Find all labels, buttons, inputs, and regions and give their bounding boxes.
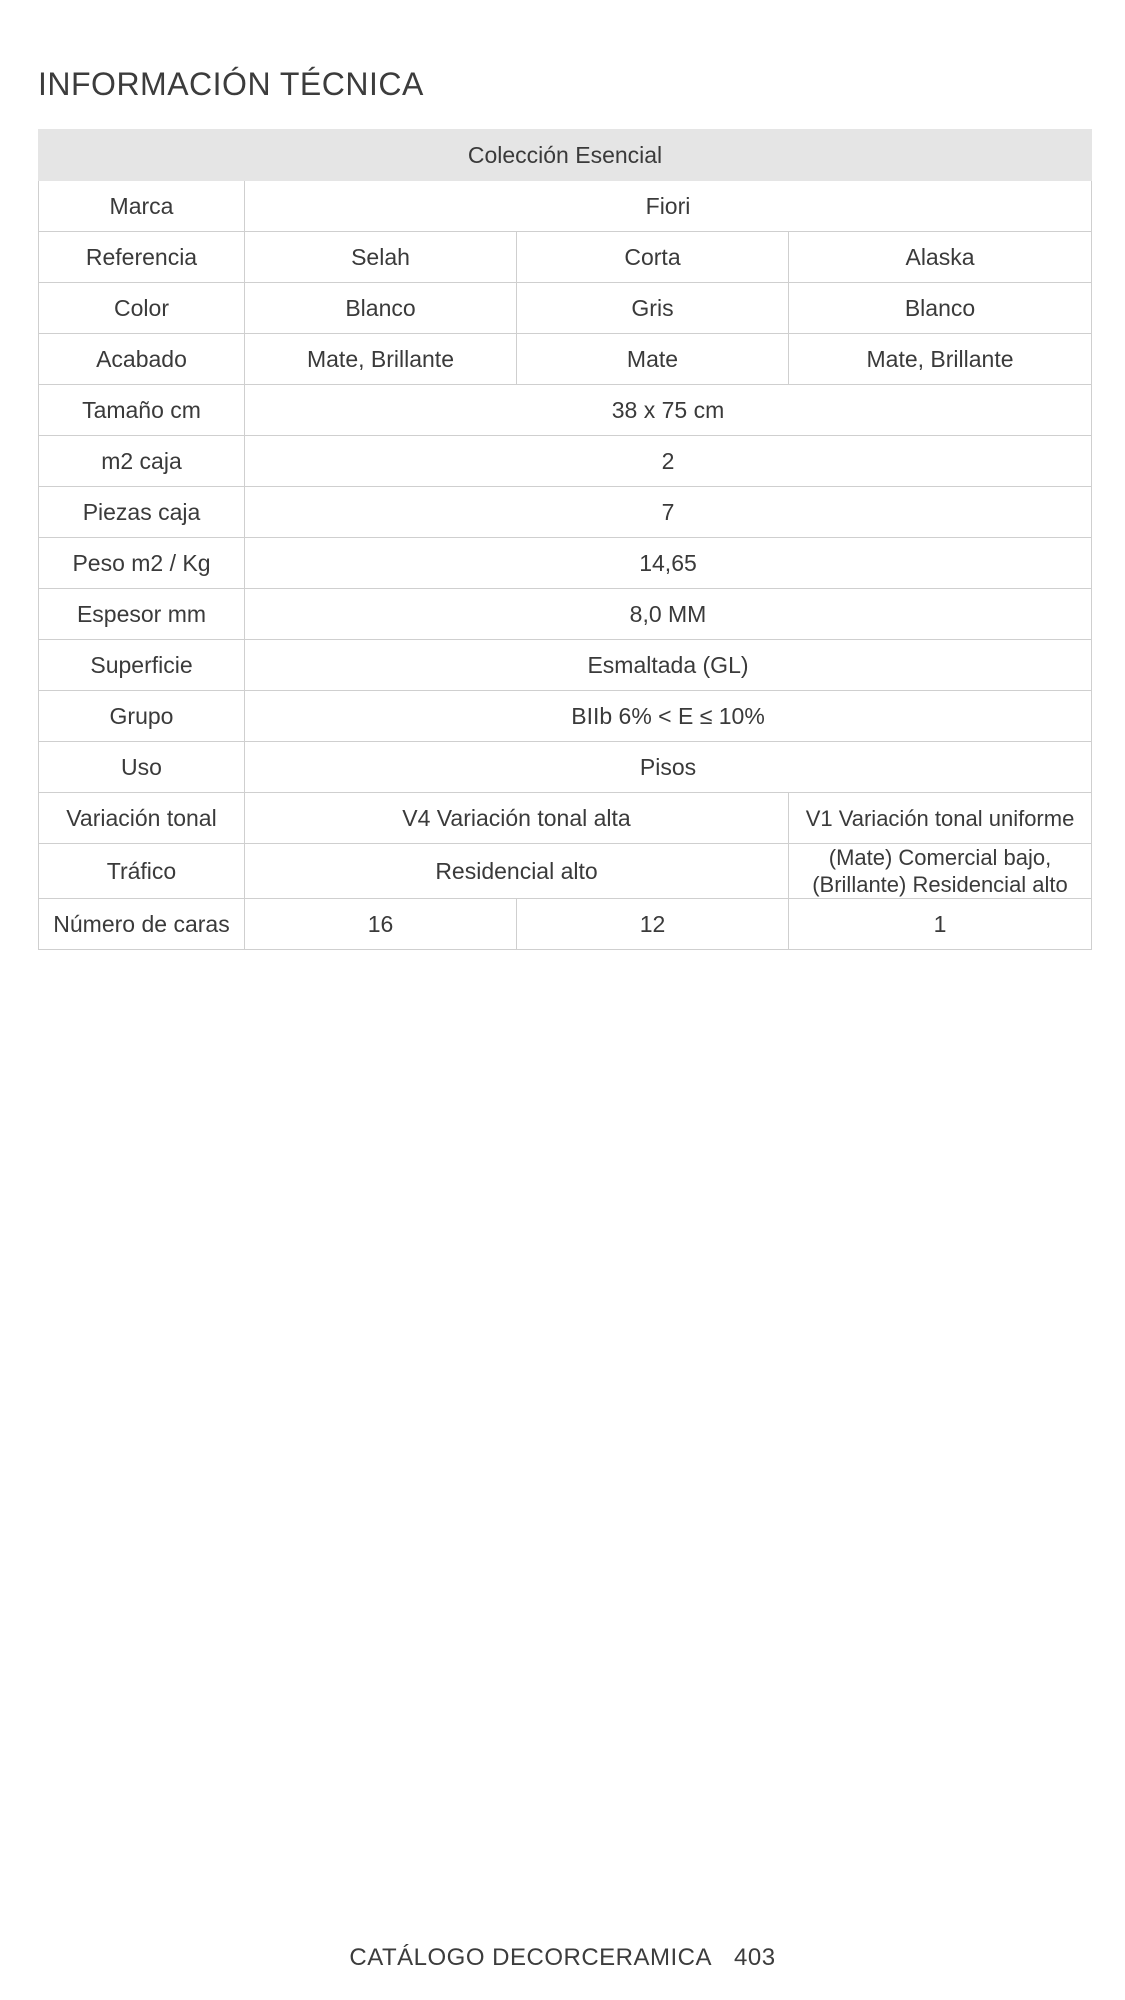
value-uso: Pisos bbox=[245, 742, 1092, 793]
value-acabado-3: Mate, Brillante bbox=[789, 334, 1092, 385]
table-row bbox=[39, 334, 1092, 385]
table-row bbox=[39, 899, 1092, 950]
table-row bbox=[39, 436, 1092, 487]
value-trafico-1: Residencial alto bbox=[245, 844, 789, 899]
value-acabado-1: Mate, Brillante bbox=[245, 334, 517, 385]
value-variacion-tonal-2: V1 Variación tonal uniforme bbox=[789, 793, 1092, 844]
value-m2-caja: 2 bbox=[245, 436, 1092, 487]
value-espesor: 8,0 MM bbox=[245, 589, 1092, 640]
page-footer bbox=[0, 1944, 1125, 1972]
table-header-row bbox=[39, 130, 1092, 181]
table-row bbox=[39, 793, 1092, 844]
table-row bbox=[39, 487, 1092, 538]
row-label-variacion-tonal: Variación tonal bbox=[39, 793, 245, 844]
value-numero-caras-1: 16 bbox=[245, 899, 517, 950]
value-piezas-caja: 7 bbox=[245, 487, 1092, 538]
table-row bbox=[39, 283, 1092, 334]
row-label-numero-caras: Número de caras bbox=[39, 899, 245, 950]
table-row bbox=[39, 742, 1092, 793]
value-acabado-2: Mate bbox=[517, 334, 789, 385]
technical-info-table bbox=[38, 129, 1092, 950]
value-numero-caras-2: 12 bbox=[517, 899, 789, 950]
table-row bbox=[39, 844, 1092, 899]
value-marca: Fiori bbox=[245, 181, 1092, 232]
row-label-acabado: Acabado bbox=[39, 334, 245, 385]
row-label-tamano: Tamaño cm bbox=[39, 385, 245, 436]
page-title: INFORMACIÓN TÉCNICA bbox=[38, 66, 424, 102]
table-row bbox=[39, 640, 1092, 691]
row-label-m2-caja: m2 caja bbox=[39, 436, 245, 487]
row-label-grupo: Grupo bbox=[39, 691, 245, 742]
value-tamano: 38 x 75 cm bbox=[245, 385, 1092, 436]
value-peso: 14,65 bbox=[245, 538, 1092, 589]
table-row bbox=[39, 385, 1092, 436]
value-superficie: Esmaltada (GL) bbox=[245, 640, 1092, 691]
value-variacion-tonal-1: V4 Variación tonal alta bbox=[245, 793, 789, 844]
table-row bbox=[39, 232, 1092, 283]
value-referencia-3: Alaska bbox=[789, 232, 1092, 283]
row-label-espesor: Espesor mm bbox=[39, 589, 245, 640]
row-label-trafico: Tráfico bbox=[39, 844, 245, 899]
row-label-marca: Marca bbox=[39, 181, 245, 232]
value-color-3: Blanco bbox=[789, 283, 1092, 334]
table-row bbox=[39, 181, 1092, 232]
collection-header: Colección Esencial bbox=[39, 130, 1092, 181]
row-label-color: Color bbox=[39, 283, 245, 334]
catalog-name: CATÁLOGO DECORCERAMICA bbox=[349, 1944, 713, 1971]
row-label-referencia: Referencia bbox=[39, 232, 245, 283]
value-grupo: BIIb 6% < E ≤ 10% bbox=[245, 691, 1092, 742]
table-row bbox=[39, 538, 1092, 589]
row-label-peso: Peso m2 / Kg bbox=[39, 538, 245, 589]
value-color-1: Blanco bbox=[245, 283, 517, 334]
table-row bbox=[39, 589, 1092, 640]
value-referencia-1: Selah bbox=[245, 232, 517, 283]
page-number: 403 bbox=[734, 1944, 776, 1971]
table-row bbox=[39, 691, 1092, 742]
value-color-2: Gris bbox=[517, 283, 789, 334]
value-numero-caras-3: 1 bbox=[789, 899, 1092, 950]
row-label-superficie: Superficie bbox=[39, 640, 245, 691]
value-referencia-2: Corta bbox=[517, 232, 789, 283]
value-trafico-2: (Mate) Comercial bajo, (Brillante) Residencial alto bbox=[789, 844, 1092, 899]
row-label-uso: Uso bbox=[39, 742, 245, 793]
row-label-piezas-caja: Piezas caja bbox=[39, 487, 245, 538]
